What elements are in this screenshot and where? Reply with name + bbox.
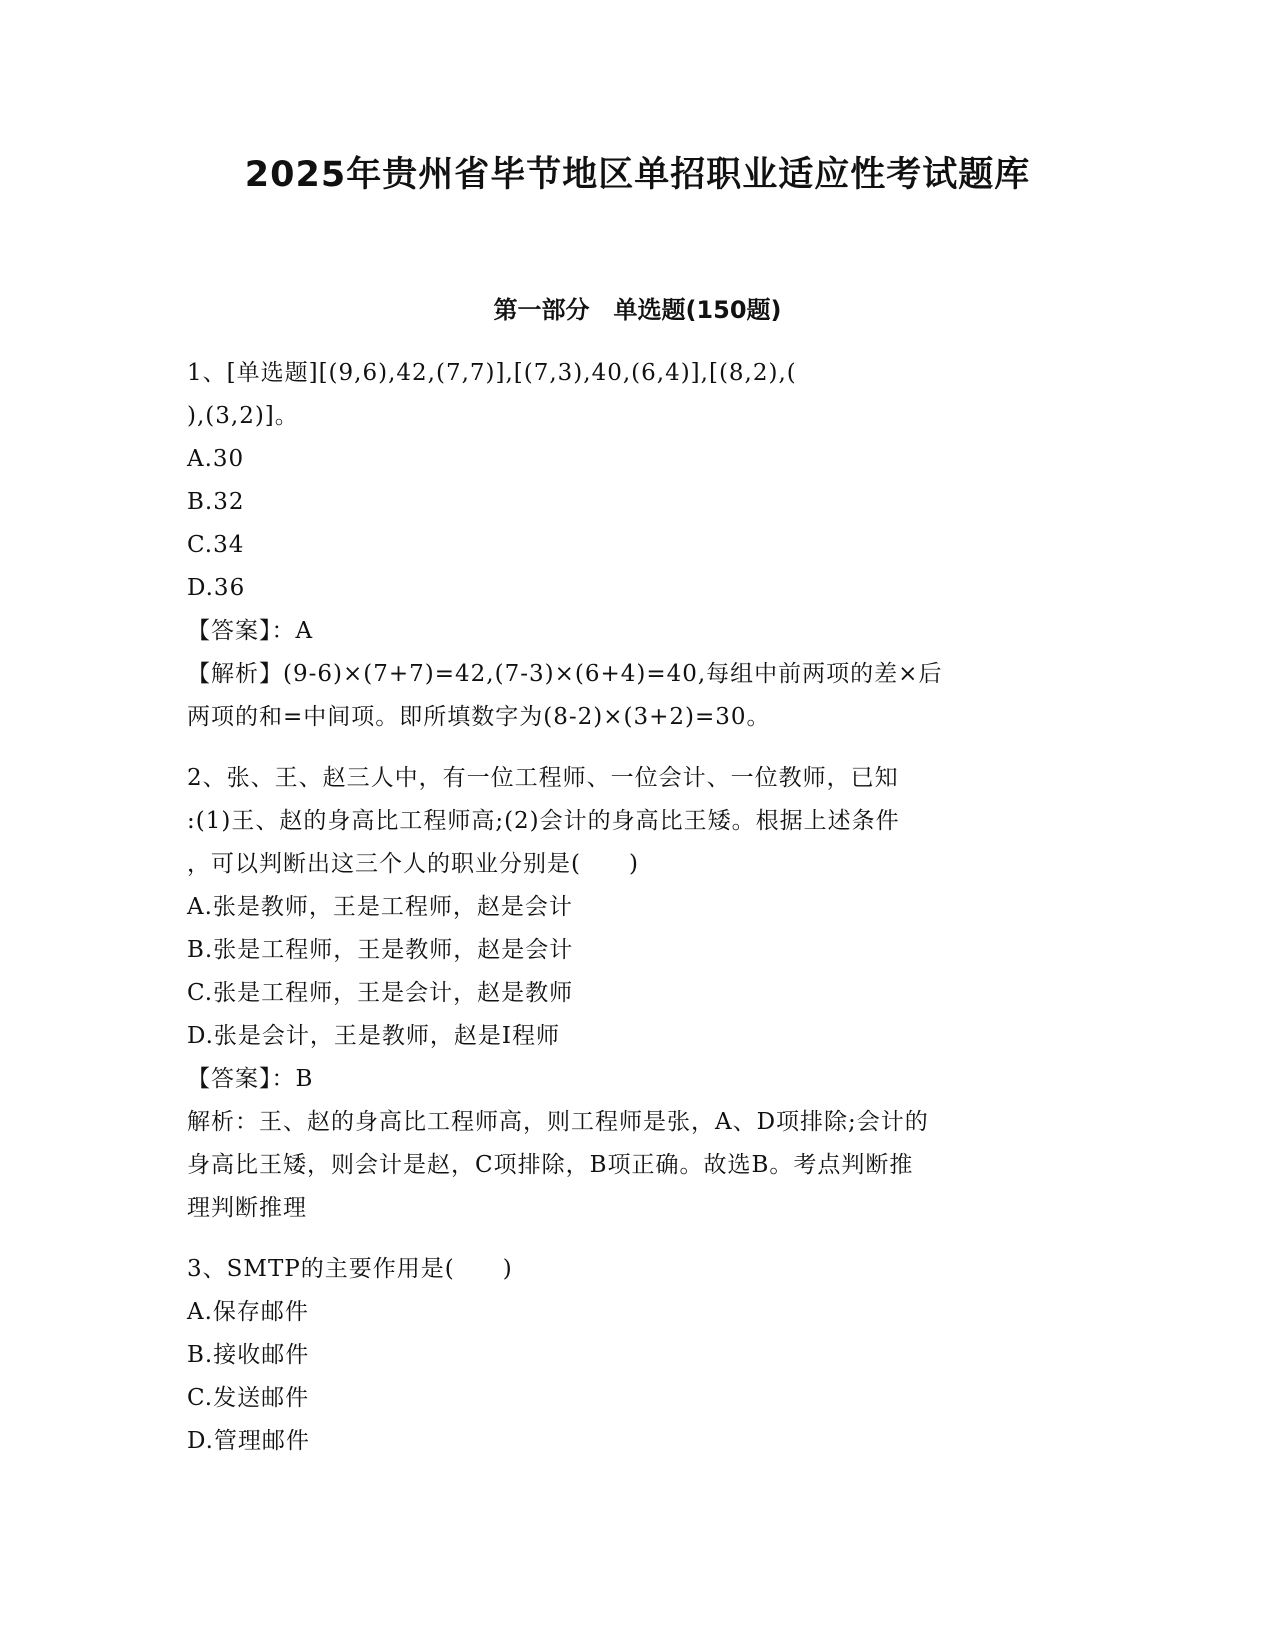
option-c: C.张是工程师，王是会计，赵是教师 — [187, 980, 574, 1006]
option-d: D.管理邮件 — [187, 1428, 310, 1454]
question-3 — [187, 1248, 1087, 1463]
option-b: B.32 — [187, 489, 245, 515]
answer-line: 【答案】：A — [187, 618, 314, 644]
option-c: C.发送邮件 — [187, 1385, 310, 1411]
question-list — [187, 352, 1087, 1463]
question-stem-line: ),(3,2)]。 — [187, 403, 299, 429]
option-d: D.36 — [187, 575, 246, 601]
question-1 — [187, 352, 1087, 739]
analysis-line: 身高比王矮，则会计是赵，C项排除，B项正确。故选B。考点判断推 — [187, 1152, 914, 1178]
question-spacer — [187, 1230, 1087, 1248]
analysis-line: 两项的和=中间项。即所填数字为(8-2)×(3+2)=30。 — [187, 704, 771, 730]
question-stem-line: :(1)王、赵的身高比工程师高;(2)会计的身高比王矮。根据上述条件 — [187, 808, 900, 834]
answer-line: 【答案】：B — [187, 1066, 314, 1092]
option-c: C.34 — [187, 532, 245, 558]
option-b: B.接收邮件 — [187, 1342, 310, 1368]
page-title: 2025年贵州省毕节地区单招职业适应性考试题库 — [244, 155, 1031, 195]
section-heading: 第一部分 单选题(150题) — [493, 296, 782, 324]
question-2 — [187, 757, 1087, 1230]
analysis-line: 【解析】(9-6)×(7+7)=42,(7-3)×(6+4)=40,每组中前两项的差×后 — [187, 661, 943, 687]
question-stem-line: 1、[单选题][(9,6),42,(7,7)],[(7,3),40,(6,4)],[(8,2),( — [187, 360, 797, 386]
option-a: A.30 — [187, 446, 245, 472]
question-stem-line: ，可以判断出这三个人的职业分别是( ) — [187, 851, 639, 877]
analysis-line: 解析：王、赵的身高比工程师高，则工程师是张，A、D项排除;会计的 — [187, 1109, 929, 1135]
question-stem-line: 2、张、王、赵三人中，有一位工程师、一位会计、一位教师，已知 — [187, 765, 899, 791]
question-spacer — [187, 739, 1087, 757]
option-d: D.张是会计，王是教师，赵是I程师 — [187, 1023, 561, 1049]
question-stem-line: 3、SMTP的主要作用是( ) — [187, 1256, 513, 1282]
option-a: A.保存邮件 — [187, 1299, 309, 1325]
option-a: A.张是教师，王是工程师，赵是会计 — [187, 894, 573, 920]
analysis-line: 理判断推理 — [187, 1195, 307, 1221]
option-b: B.张是工程师，王是教师，赵是会计 — [187, 937, 574, 963]
